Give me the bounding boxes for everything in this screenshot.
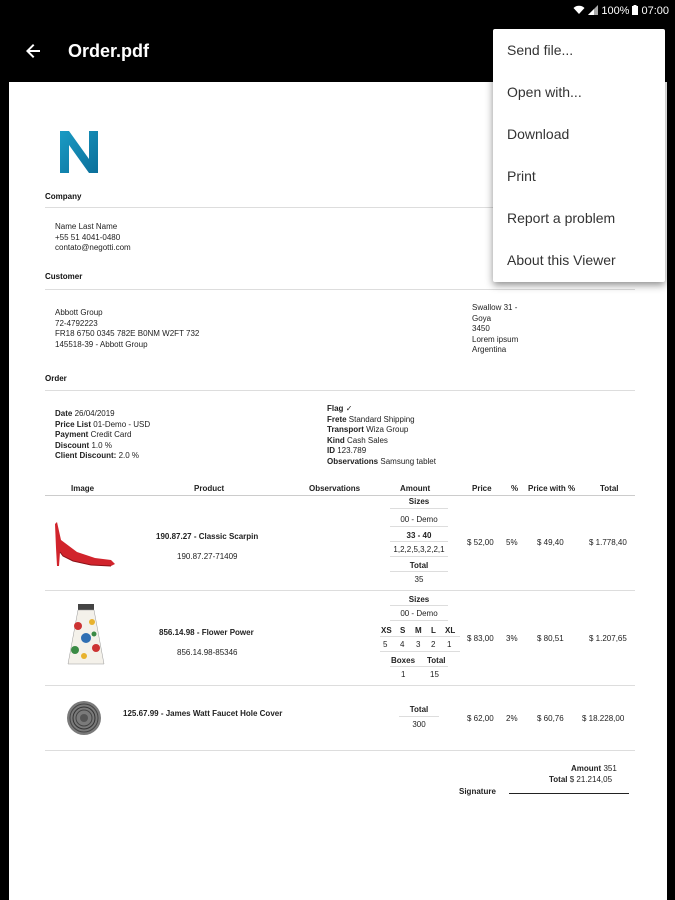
divider: [380, 651, 460, 652]
total-qty: 35: [414, 575, 424, 584]
divider: [380, 636, 460, 637]
divider: [45, 390, 635, 391]
battery-icon: [632, 5, 638, 18]
company-email: contato@negotti.com: [55, 243, 131, 252]
company-heading: Company: [45, 192, 82, 201]
sizes-label: Sizes: [408, 497, 430, 506]
order-field: Date 26/04/2019: [55, 409, 115, 418]
col-header-image: Image: [71, 484, 95, 493]
sizes-label: Sizes: [408, 595, 430, 604]
order-field: ID 123.789: [327, 446, 367, 455]
price-with-percent: $ 60,76: [537, 714, 564, 723]
total-label: Total: [409, 705, 429, 714]
customer-id: 72-4792223: [55, 318, 98, 328]
total-qty: 15: [430, 670, 439, 679]
order-field: Price List 01-Demo - USD: [55, 419, 151, 429]
line-total: $ 1.207,65: [589, 634, 627, 643]
price: $ 52,00: [467, 538, 494, 547]
product-image-faucet-cover: [65, 699, 103, 737]
price-with-percent: $ 49,40: [537, 538, 564, 547]
size-range-values: 1,2,2,5,3,2,2,1: [393, 545, 445, 554]
menu-item-about-viewer[interactable]: About this Viewer: [507, 252, 616, 268]
customer-address: [472, 303, 518, 356]
order-field: Client Discount: 2.0 %: [55, 451, 140, 460]
address-line: Lorem ipsum: [472, 334, 519, 344]
boxes-qty: 1: [401, 670, 406, 679]
size-l: L: [431, 626, 436, 635]
size-m: M: [415, 626, 422, 635]
price: $ 83,00: [467, 634, 494, 643]
customer-info: [55, 308, 199, 350]
col-header-price-with-percent: Price with %: [528, 484, 576, 493]
divider: [45, 750, 635, 751]
col-header-percent: %: [511, 484, 519, 493]
battery-level: 100%: [601, 5, 630, 17]
sizes-value: 00 - Demo: [400, 609, 438, 618]
summary-amount: Amount 351: [571, 764, 617, 773]
size-qty: 1: [447, 640, 452, 649]
divider: [45, 289, 635, 290]
product-image-skirt: [64, 604, 108, 668]
order-field: Discount 1.0 %: [55, 440, 112, 450]
document-title: Order.pdf: [68, 40, 150, 61]
order-field: Transport Wiza Group: [327, 425, 409, 434]
size-qty: 3: [416, 640, 421, 649]
total-label: Total: [409, 561, 429, 570]
customer-heading: Customer: [45, 272, 83, 281]
price-with-percent: $ 80,51: [537, 634, 564, 643]
size-qty: 5: [383, 640, 388, 649]
signal-icon: [588, 5, 598, 18]
menu-item-download[interactable]: Download: [507, 126, 570, 142]
line-total: $ 1.778,40: [589, 538, 627, 547]
signature-label: Signature: [459, 787, 496, 796]
company-info: [55, 222, 131, 254]
divider: [390, 666, 448, 667]
total-label: Total: [427, 656, 446, 665]
size-qty: 4: [400, 640, 405, 649]
col-header-total: Total: [600, 484, 619, 493]
col-header-observations: Observations: [309, 484, 361, 493]
divider: [390, 571, 448, 572]
order-field: Payment Credit Card: [55, 430, 132, 439]
divider: [390, 620, 448, 621]
divider: [45, 590, 635, 591]
order-field: Frete Standard Shipping: [327, 414, 415, 424]
company-phone: +55 51 4041-0480: [55, 232, 121, 242]
menu-item-send-file[interactable]: Send file...: [507, 42, 574, 58]
divider: [390, 556, 448, 557]
col-header-product: Product: [194, 484, 225, 493]
divider: [390, 541, 448, 542]
back-button[interactable]: [20, 38, 46, 64]
size-s: S: [400, 626, 406, 635]
boxes-label: Boxes: [391, 656, 416, 665]
size-xs: XS: [381, 626, 392, 635]
address-line: Swallow 31 -: [472, 303, 518, 312]
col-header-amount: Amount: [400, 484, 431, 493]
company-name: Name Last Name: [55, 222, 118, 231]
col-header-price: Price: [472, 484, 492, 493]
discount-percent: 3%: [506, 634, 518, 643]
order-info-left: [55, 409, 150, 462]
clock: 07:00: [641, 5, 669, 17]
product-name: 856.14.98 - Flower Power: [159, 628, 254, 637]
product-name: 190.87.27 - Classic Scarpin: [156, 532, 259, 541]
size-qty: 2: [431, 640, 436, 649]
line-total: $ 18.228,00: [582, 714, 625, 723]
order-heading: Order: [45, 374, 67, 383]
divider: [390, 526, 448, 527]
customer-iban: FR18 6750 0345 782E B0NM W2FT 732: [55, 329, 200, 338]
summary-total: Total $ 21.214,05: [549, 775, 613, 784]
product-sku: 856.14.98-85346: [177, 648, 238, 657]
order-info-right: [327, 404, 436, 467]
company-logo: [57, 129, 101, 175]
discount-percent: 5%: [506, 538, 518, 547]
customer-code: 145518-39 - Abbott Group: [55, 339, 148, 349]
divider: [45, 495, 635, 496]
divider: [45, 685, 635, 686]
divider: [390, 508, 448, 509]
menu-item-open-with[interactable]: Open with...: [507, 84, 582, 100]
total-qty: 300: [412, 720, 426, 729]
wifi-icon: [573, 5, 585, 18]
size-xl: XL: [445, 626, 456, 635]
address-line: Goya: [472, 313, 492, 323]
overflow-menu: [493, 29, 665, 282]
order-field: Observations Samsung tablet: [327, 456, 436, 466]
address-line: Argentina: [472, 345, 507, 354]
menu-item-report-problem[interactable]: Report a problem: [507, 210, 616, 226]
size-range: 33 - 40: [406, 531, 432, 540]
price: $ 62,00: [467, 714, 494, 723]
discount-percent: 2%: [506, 714, 518, 723]
order-field: Kind Cash Sales: [327, 435, 388, 445]
arrow-left-icon: [25, 43, 41, 59]
divider: [390, 605, 448, 606]
product-sku: 190.87.27-71409: [177, 552, 238, 561]
customer-name: Abbott Group: [55, 308, 103, 317]
address-line: 3450: [472, 324, 490, 333]
menu-item-print[interactable]: Print: [507, 168, 536, 184]
product-name: 125.67.99 - James Watt Faucet Hole Cover: [123, 709, 283, 718]
sizes-value: 00 - Demo: [400, 515, 438, 524]
order-field: Flag ✓: [327, 404, 353, 413]
product-image-scarpin: [51, 518, 117, 568]
signature-line: [509, 793, 629, 794]
status-bar: [0, 0, 675, 22]
divider: [399, 716, 439, 717]
